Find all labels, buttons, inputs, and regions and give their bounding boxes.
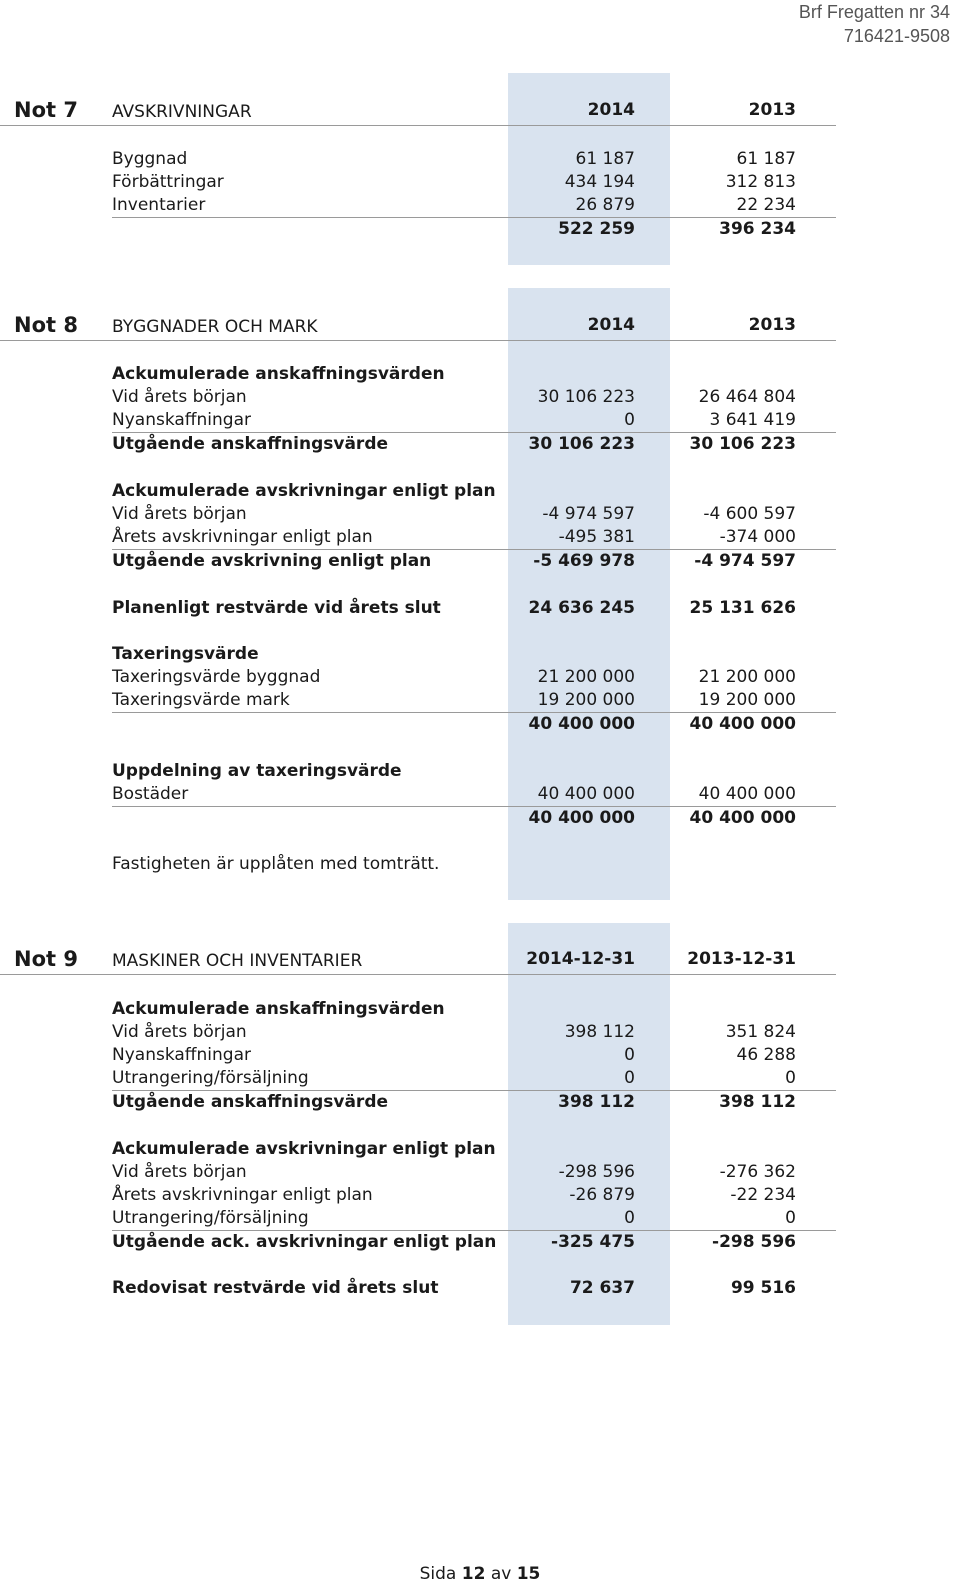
note-title: MASKINER OCH INVENTARIER: [112, 951, 363, 971]
value-2014: -495 381: [558, 527, 635, 547]
row-label: Byggnad: [112, 149, 188, 169]
row-label: Årets avskrivningar enligt plan: [112, 1185, 373, 1205]
row-label: Vid årets början: [112, 1022, 247, 1042]
value-2013: -374 000: [719, 527, 796, 547]
section-heading: [112, 480, 836, 503]
section-label: Uppdelning av taxeringsvärde: [112, 761, 402, 781]
total-row: [112, 713, 836, 736]
value-2014: 21 200 000: [537, 667, 635, 687]
table-row: [112, 1184, 836, 1207]
column-header: 2014-12-31: [526, 949, 635, 969]
table-row: [112, 148, 836, 171]
footnote-text: Fastigheten är upplåten med tomträtt.: [112, 854, 440, 874]
value-2013: 26 464 804: [698, 387, 796, 407]
value-2014: 398 112: [558, 1092, 635, 1112]
column-header: 2013-12-31: [687, 949, 796, 969]
section-label: Taxeringsvärde: [112, 644, 259, 664]
note9-title-row: [0, 944, 836, 975]
value-2013: -276 362: [719, 1162, 796, 1182]
value-2014: 398 112: [564, 1022, 635, 1042]
total-2014: 40 400 000: [528, 808, 635, 828]
value-2013: 46 288: [736, 1045, 796, 1065]
row-label: Vid årets början: [112, 387, 247, 407]
value-2013: 398 112: [719, 1092, 796, 1112]
row-label: Utgående avskrivning enligt plan: [112, 551, 432, 571]
value-2013: -4 600 597: [703, 504, 796, 524]
subtotal-row: [112, 433, 836, 456]
total-2014: 522 259: [558, 219, 635, 239]
value-2014: 0: [624, 1208, 635, 1228]
total-2013: 40 400 000: [689, 808, 796, 828]
row-label: Nyanskaffningar: [112, 1045, 251, 1065]
value-2014: 26 879: [575, 195, 635, 215]
total-row: [112, 807, 836, 830]
table-row: [112, 171, 836, 194]
value-2013: 19 200 000: [698, 690, 796, 710]
value-2014: 61 187: [575, 149, 635, 169]
value-2013: 25 131 626: [689, 598, 796, 618]
value-2014: 30 106 223: [537, 387, 635, 407]
row-label: Planenligt restvärde vid årets slut: [112, 598, 441, 618]
total-2013: 396 234: [719, 219, 796, 239]
row-label: Vid årets början: [112, 1162, 247, 1182]
page-number: 12: [461, 1564, 486, 1584]
note-number: Not 8: [14, 313, 78, 337]
value-2014: 30 106 223: [528, 434, 635, 454]
row-label: Utgående anskaffningsvärde: [112, 1092, 389, 1112]
note8-title-row: [0, 310, 836, 341]
table-row: [112, 1161, 836, 1184]
highlight-column-note9: [508, 923, 670, 1325]
row-label: Förbättringar: [112, 172, 224, 192]
value-2013: 0: [785, 1208, 796, 1228]
value-2014: 24 636 245: [528, 598, 635, 618]
section-heading: [112, 643, 836, 666]
subtotal-row: [112, 1231, 836, 1254]
value-2013: 22 234: [736, 195, 796, 215]
table-row: [112, 194, 836, 218]
value-2013: 40 400 000: [698, 784, 796, 804]
section-label: Ackumulerade anskaffningsvärden: [112, 364, 445, 384]
note-number: Not 7: [14, 98, 78, 122]
section-label: Ackumulerade avskrivningar enligt plan: [112, 1139, 496, 1159]
value-2013: -298 596: [712, 1232, 796, 1252]
value-2014: 19 200 000: [537, 690, 635, 710]
row-label: Utrangering/försäljning: [112, 1208, 309, 1228]
table-row: [112, 409, 836, 433]
note-number: Not 9: [14, 947, 78, 971]
total-2014: 40 400 000: [528, 714, 635, 734]
page-footer: [0, 1564, 960, 1584]
value-2014: -26 879: [569, 1185, 635, 1205]
note-title: BYGGNADER OCH MARK: [112, 317, 318, 337]
column-header: 2013: [748, 100, 796, 120]
page-header: [799, 0, 950, 48]
table-row: [112, 689, 836, 713]
subtotal-row: [112, 550, 836, 573]
row-label: Utgående anskaffningsvärde: [112, 434, 389, 454]
section-heading: [112, 760, 836, 783]
value-2014: 40 400 000: [537, 784, 635, 804]
subtotal-row: [112, 1091, 836, 1114]
value-2014: 0: [624, 410, 635, 430]
value-2014: -325 475: [551, 1232, 635, 1252]
value-2013: 3 641 419: [709, 410, 796, 430]
page-separator: av: [490, 1564, 512, 1584]
section-heading: [112, 363, 836, 386]
row-label: Årets avskrivningar enligt plan: [112, 527, 373, 547]
table-row: [112, 666, 836, 689]
table-row: [112, 503, 836, 526]
page-total: 15: [516, 1564, 541, 1584]
note7-title-row: [0, 95, 836, 126]
value-2013: 99 516: [730, 1278, 796, 1298]
table-row: [112, 1021, 836, 1044]
table-row: [112, 1044, 836, 1067]
restvalue-row: [112, 597, 836, 620]
section-heading: [112, 998, 836, 1021]
value-2014: -4 974 597: [542, 504, 635, 524]
footnote: [112, 853, 836, 876]
table-row: [112, 526, 836, 550]
value-2013: -4 974 597: [694, 551, 796, 571]
row-label: Taxeringsvärde byggnad: [112, 667, 321, 687]
table-row: [112, 1067, 836, 1091]
value-2014: -298 596: [558, 1162, 635, 1182]
value-2013: 312 813: [725, 172, 796, 192]
value-2014: 0: [624, 1068, 635, 1088]
table-row: [112, 783, 836, 807]
row-label: Inventarier: [112, 195, 206, 215]
row-label: Nyanskaffningar: [112, 410, 251, 430]
value-2014: -5 469 978: [533, 551, 635, 571]
value-2013: 30 106 223: [689, 434, 796, 454]
row-label: Utrangering/försäljning: [112, 1068, 309, 1088]
total-2013: 40 400 000: [689, 714, 796, 734]
section-heading: [112, 1138, 836, 1161]
row-label: Bostäder: [112, 784, 189, 804]
column-header: 2013: [748, 315, 796, 335]
value-2014: 0: [624, 1045, 635, 1065]
value-2013: -22 234: [730, 1185, 796, 1205]
row-label: Redovisat restvärde vid årets slut: [112, 1278, 439, 1298]
value-2013: 21 200 000: [698, 667, 796, 687]
page-prefix: Sida: [419, 1564, 457, 1584]
org-number: 716421-9508: [843, 26, 950, 46]
value-2013: 0: [785, 1068, 796, 1088]
note-title: AVSKRIVNINGAR: [112, 102, 252, 122]
restvalue-row: [112, 1277, 836, 1300]
row-label: Taxeringsvärde mark: [112, 690, 290, 710]
section-label: Ackumulerade avskrivningar enligt plan: [112, 481, 496, 501]
column-header: 2014: [587, 315, 635, 335]
value-2014: 72 637: [569, 1278, 635, 1298]
association-name: Brf Fregatten nr 34: [798, 2, 950, 22]
table-row: [112, 386, 836, 409]
table-row: [112, 1207, 836, 1231]
value-2014: 434 194: [564, 172, 635, 192]
total-row: [112, 218, 836, 241]
column-header: 2014: [587, 100, 635, 120]
row-label: Vid årets början: [112, 504, 247, 524]
value-2013: 61 187: [736, 149, 796, 169]
section-label: Ackumulerade anskaffningsvärden: [112, 999, 445, 1019]
value-2013: 351 824: [725, 1022, 796, 1042]
row-label: Utgående ack. avskrivningar enligt plan: [112, 1232, 497, 1252]
